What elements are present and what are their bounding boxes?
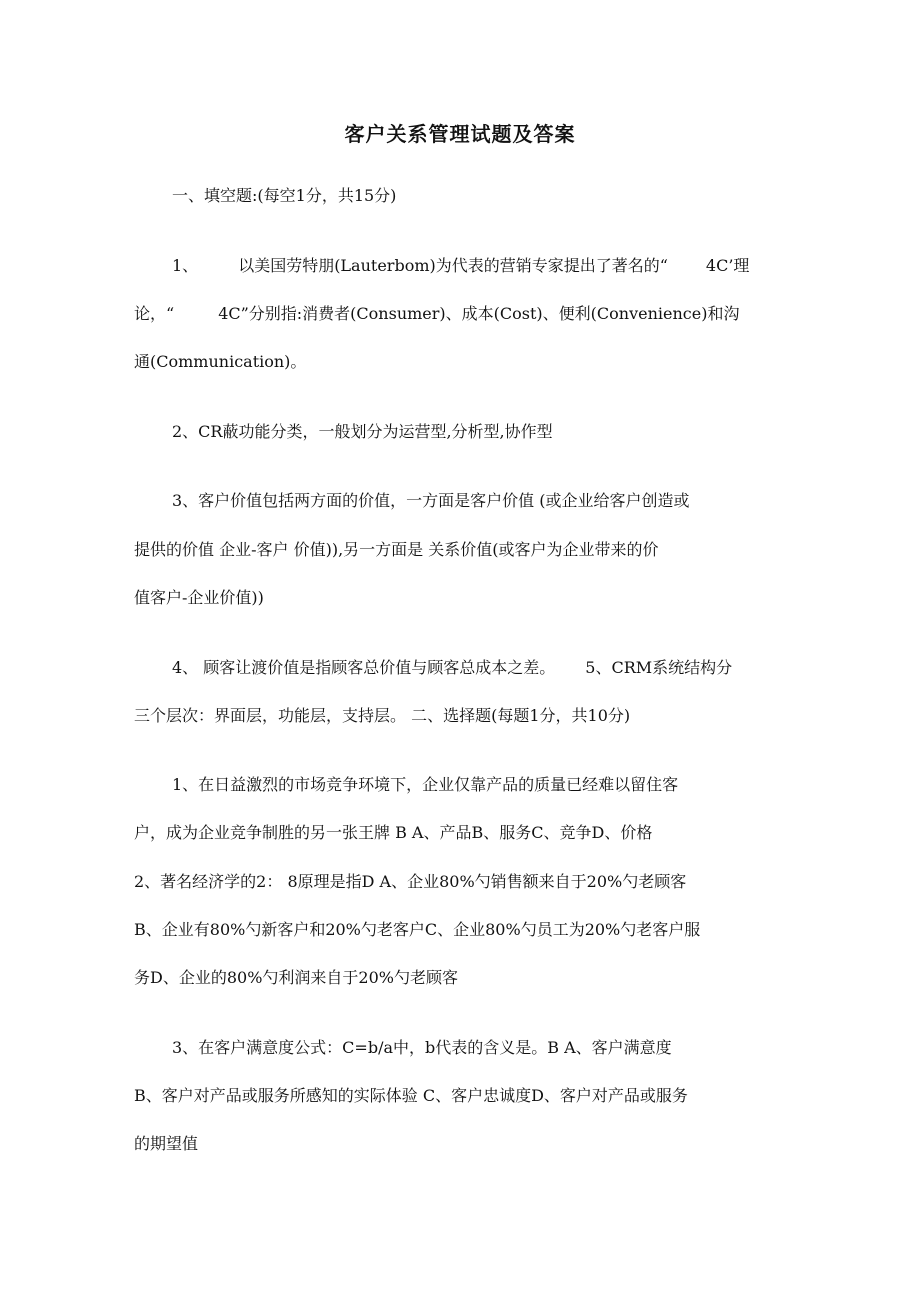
q1-line-2-start: 论，“ (134, 304, 175, 323)
mc-line-5: 务D、企业的80%勺利润来自于20%勺老顾客 (134, 968, 458, 987)
q4-line-2: 三个层次：界面层，功能层，支持层。 二、选择题(每题1分，共10分) (134, 706, 631, 725)
q1-line-1-text: 以美国劳特朋(Lauterbom)为代表的营销专家提出了著名的“ (238, 256, 668, 275)
section-heading-fill-in: 一、填空题:(每空1分，共15分) (172, 186, 397, 205)
q1-line-2-text: 4C”分别指:消费者(Consumer)、成本(Cost)、便利(Convenience)和沟 (218, 304, 740, 323)
document-title: 客户关系管理试题及答案 (344, 122, 576, 146)
mc-line-2: 户，成为企业竞争制胜的另一张王牌 B A、产品B、服务C、竞争D、价格 (134, 823, 653, 842)
q4-line-1 (172, 658, 732, 678)
mc-line-1: 1、在日益激烈的市场竞争环境下，企业仅靠产品的质量已经难以留住客 (172, 775, 679, 794)
q1-line-1-end: 4C’理 (705, 256, 750, 275)
mc3-line-3: 的期望值 (134, 1134, 199, 1153)
mc-line-3: 2、著名经济学的2： 8原理是指D A、企业80%勺销售额来自于20%勺老顾客 (134, 872, 687, 891)
q1-number: 1、 (172, 256, 199, 275)
q3-line-3: 值客户-企业价值)) (134, 588, 264, 607)
q3-line-1: 3、客户价值包括两方面的价值，一方面是客户价值 (或企业给客户创造或 (172, 491, 690, 510)
q3-line-2: 提供的价值 企业-客户 价值)),另一方面是 关系价值(或客户为企业带来的价 (134, 540, 659, 559)
mc3-line-1: 3、在客户满意度公式：C=b/a中，b代表的含义是。B A、客户满意度 (172, 1038, 672, 1057)
q2-line-1: 2、CR蔽功能分类，一般划分为运营型,分析型,协作型 (172, 422, 553, 441)
q1-line-2 (134, 304, 739, 324)
q1-line-3: 通(Communication)。 (134, 352, 307, 371)
mc-line-4: B、企业有80%勺新客户和20%勺老客户C、企业80%勺员工为20%勺老客户服 (134, 920, 701, 939)
mc3-line-2: B、客户对产品或服务所感知的实际体验 C、客户忠诚度D、客户对产品或服务 (134, 1086, 688, 1105)
q5-start-text: 5、CRM系统结构分 (585, 658, 733, 677)
q1-line-1 (172, 256, 749, 276)
q4-line-1-text: 4、 顾客让渡价值是指顾客总价值与顾客总成本之差。 (172, 658, 556, 677)
